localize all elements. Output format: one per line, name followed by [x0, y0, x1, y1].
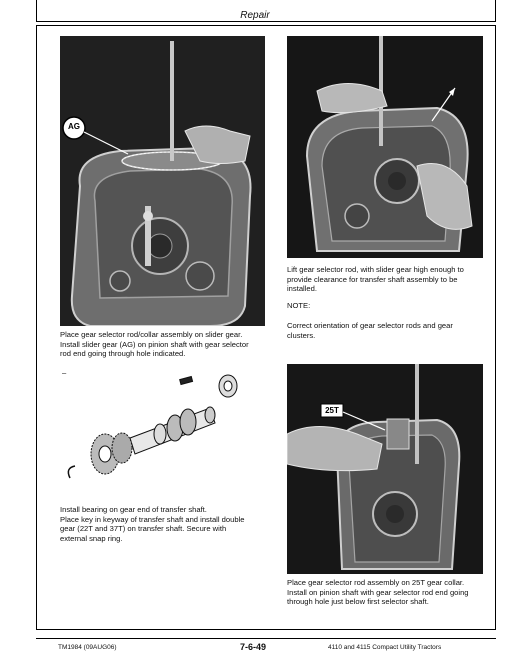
footer-page-number: 7-6-49	[240, 642, 267, 652]
photo-lift-selector-rod	[287, 36, 483, 258]
transfer-shaft-illustration	[60, 368, 270, 503]
footer-rule	[36, 638, 496, 639]
note-line: clusters.	[287, 330, 316, 340]
caption-transfer-shaft	[60, 505, 265, 543]
caption-line: Lift gear selector rod, with slider gear high enough to	[287, 265, 464, 274]
note-line: Correct orientation of gear selector rods and gear	[287, 321, 453, 330]
caption-line: through hole just below first selector shaft.	[287, 597, 429, 607]
caption-line: Install on pinion shaft with gear selector rod end going	[287, 587, 469, 597]
transmission-illustration-4	[287, 364, 483, 574]
note-text	[287, 321, 487, 340]
caption-line: Place gear selector rod assembly on 25T gear collar.	[287, 578, 465, 587]
footer-product-title: 4110 and 4115 Compact Utility Tractors	[328, 644, 442, 651]
caption-line: Install bearing on gear end of transfer shaft.	[60, 505, 207, 514]
drawing-transfer-shaft	[60, 368, 270, 503]
callout-ag-label: AG	[68, 122, 80, 131]
caption-line: Install slider gear (AG) on pinion shaft with gear selector	[60, 339, 249, 349]
caption-line: rod end going through hole indicated.	[60, 349, 186, 359]
transmission-illustration-1	[60, 36, 265, 326]
callout-25t-label: 25T	[325, 406, 339, 415]
figure-marker: –	[62, 368, 67, 377]
caption-lift-selector-rod	[287, 265, 487, 294]
page-header-title: Repair	[240, 10, 270, 21]
photo-slider-gear-install	[60, 36, 265, 326]
caption-line: Place gear selector rod/collar assembly on slider gear.	[60, 330, 243, 339]
note-label: NOTE:	[287, 301, 311, 310]
photo-25t-gear-collar	[287, 364, 483, 574]
caption-25t-gear-collar	[287, 578, 492, 607]
footer-manual-id: TM1984 (09AUG06)	[58, 644, 117, 651]
caption-line: installed.	[287, 284, 317, 294]
caption-line: provide clearance for transfer shaft assembly to be	[287, 274, 458, 284]
caption-line: Place key in keyway of transfer shaft and install double	[60, 514, 245, 524]
caption-line: external snap ring.	[60, 533, 123, 543]
transmission-illustration-3	[287, 36, 483, 258]
caption-slider-gear	[60, 330, 275, 359]
caption-line: gear (22T and 37T) on transfer shaft. Secure with	[60, 524, 227, 534]
